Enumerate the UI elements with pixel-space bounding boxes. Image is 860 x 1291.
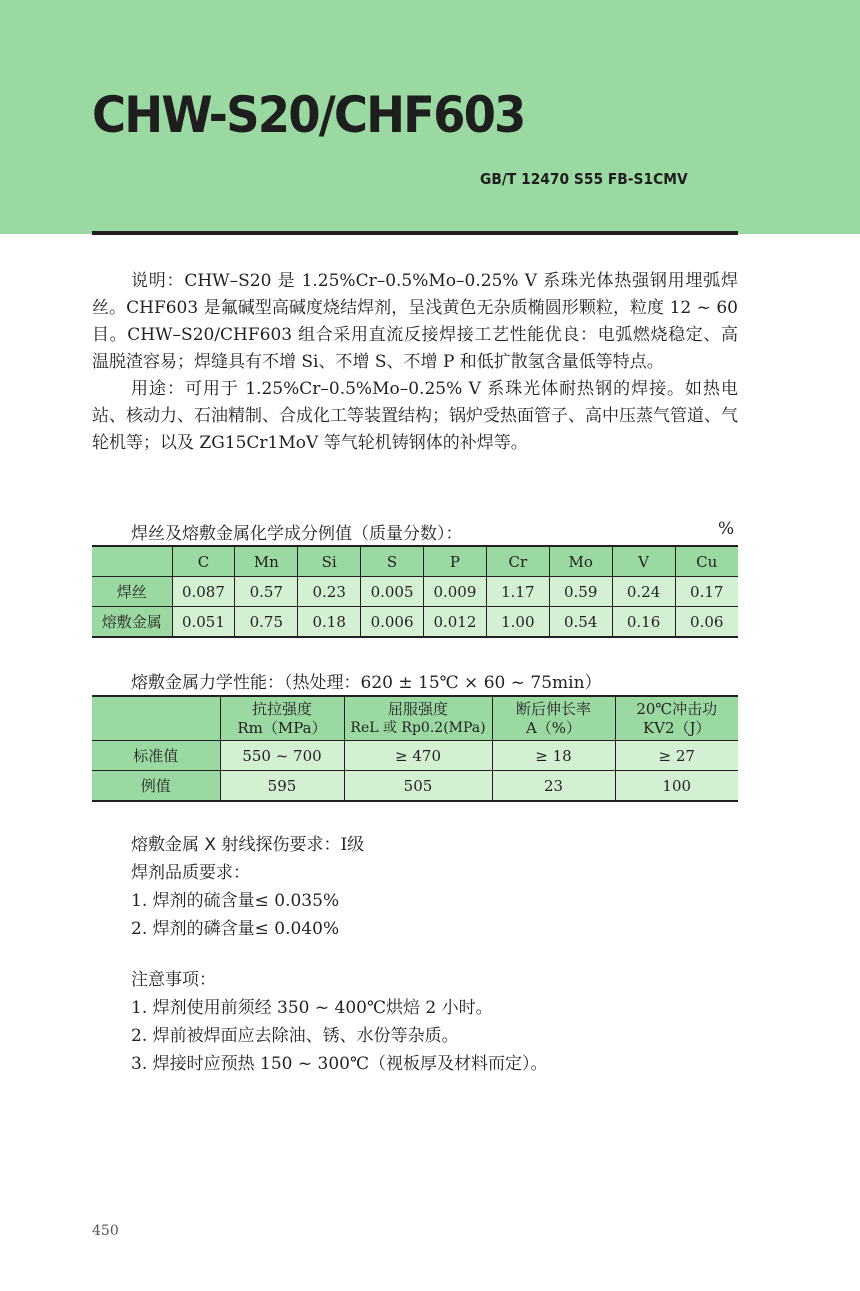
table-cell: ≥ 470	[344, 741, 492, 771]
table-cell: 0.23	[298, 577, 361, 607]
table-cell: 505	[344, 771, 492, 802]
chemical-unit: %	[718, 519, 735, 539]
table-cell: 0.17	[675, 577, 738, 607]
heat-treatment-condition: （热处理：620 ± 15℃ × 60 ~ 75min）	[284, 673, 602, 693]
table-row	[92, 607, 738, 638]
notes-section	[131, 966, 548, 1078]
quality-requirements	[131, 831, 364, 943]
mechanical-col-header	[220, 696, 344, 741]
mechanical-corner-cell	[92, 696, 220, 741]
col-header-name: 屈服强度	[387, 699, 448, 718]
description-label: 说明：	[131, 271, 185, 291]
list-item: 1. 焊剂使用前须经 350 ~ 400℃烘焙 2 小时。	[131, 998, 493, 1018]
list-item: 2. 焊前被焊面应去除油、锈、水份等杂质。	[131, 1026, 459, 1046]
mechanical-heading: 熔敷金属力学性能：	[131, 673, 284, 693]
chemical-col-header: S	[361, 546, 424, 577]
table-cell: 550 ~ 700	[220, 741, 344, 771]
table-cell: 0.24	[612, 577, 675, 607]
table-cell: ≥ 18	[492, 741, 615, 771]
chemical-col-header: Cu	[675, 546, 738, 577]
table-cell: 595	[220, 771, 344, 802]
table-cell: ≥ 27	[615, 741, 738, 771]
col-header-name: 20℃冲击功	[636, 699, 718, 718]
table-cell: 0.59	[549, 577, 612, 607]
usage-text: 可用于 1.25%Cr–0.5%Mo–0.25% V 系珠光体耐热钢的焊接。如热电站、核动力、石油精制、合成化工等装置结构；锅炉受热面管子、高中压蒸气管道、气轮机等；以及 ZG15Cr1MoV 等气轮机铸钢体的补焊等。	[92, 379, 738, 453]
chemical-col-header: Mn	[235, 546, 298, 577]
table-cell: 0.006	[361, 607, 424, 638]
table-cell: 0.57	[235, 577, 298, 607]
table-cell: 1.00	[486, 607, 549, 638]
mechanical-col-header	[615, 696, 738, 741]
table-cell: 0.75	[235, 607, 298, 638]
chemical-heading: 焊丝及熔敷金属化学成分例值（质量分数）：	[131, 524, 463, 544]
description-paragraph	[92, 268, 738, 457]
table-cell: 0.012	[424, 607, 487, 638]
table-cell: 100	[615, 771, 738, 802]
chemical-col-header: V	[612, 546, 675, 577]
mechanical-table	[92, 695, 738, 802]
mechanical-col-header	[344, 696, 492, 741]
standard-code: GB/T 12470 S55 FB-S1CMV	[480, 170, 688, 188]
xray-requirement	[131, 831, 364, 859]
table-cell: 0.009	[424, 577, 487, 607]
table-cell: 0.16	[612, 607, 675, 638]
mechanical-heading-line	[131, 668, 602, 693]
row-label: 焊丝	[92, 577, 172, 607]
chemical-col-header: Cr	[486, 546, 549, 577]
table-row	[92, 771, 738, 802]
chemical-header-row	[92, 546, 738, 577]
table-cell: 0.54	[549, 607, 612, 638]
row-label: 熔敷金属	[92, 607, 172, 638]
mechanical-col-header	[492, 696, 615, 741]
notes-heading: 注意事项：	[131, 970, 216, 990]
chemical-table	[92, 545, 738, 638]
table-row	[92, 577, 738, 607]
list-item: 2. 焊剂的磷含量≤ 0.040%	[131, 919, 340, 939]
xray-label: 熔敷金属 X 射线探伤要求：	[131, 835, 341, 855]
description-text: CHW–S20 是 1.25%Cr–0.5%Mo–0.25% V 系珠光体热强钢用埋弧焊丝。CHF603 是氟碱型高碱度烧结焊剂，呈浅黄色无杂质椭圆形颗粒，粒度 12 ~ 60 目。CHW–S20/CHF603 组合采用直流反接焊接工艺性能优良：电弧燃烧稳定、高温脱渣容易；焊缝具有不增 Si、不增 S、不增 P 和低扩散氢含量低等特点。	[92, 271, 738, 372]
col-header-unit: KV2（J）	[642, 718, 711, 737]
xray-value: Ⅰ级	[340, 835, 365, 855]
list-item: 1. 焊剂的硫含量≤ 0.035%	[131, 891, 340, 911]
col-header-unit: A（%）	[525, 718, 582, 737]
table-cell: 0.051	[172, 607, 235, 638]
table-cell: 0.18	[298, 607, 361, 638]
table-row	[92, 741, 738, 771]
chemical-corner-cell	[92, 546, 172, 577]
row-label: 例值	[92, 771, 220, 802]
col-header-unit: ReL 或 Rp0.2(MPa)	[350, 719, 486, 736]
header-divider	[92, 231, 738, 235]
page-number: 450	[92, 1223, 119, 1239]
chemical-col-header: P	[424, 546, 487, 577]
table-cell: 0.087	[172, 577, 235, 607]
list-item: 3. 焊接时应预热 150 ~ 300℃（视板厚及材料而定）。	[131, 1054, 548, 1074]
chemical-col-header: C	[172, 546, 235, 577]
col-header-name: 抗拉强度	[251, 699, 312, 718]
product-title: CHW-S20/CHF603	[92, 86, 525, 144]
table-cell: 0.06	[675, 607, 738, 638]
col-header-name: 断后伸长率	[515, 699, 591, 718]
table-cell: 1.17	[486, 577, 549, 607]
row-label: 标准值	[92, 741, 220, 771]
table-cell: 0.005	[361, 577, 424, 607]
chemical-col-header: Mo	[549, 546, 612, 577]
usage-label: 用途：	[131, 379, 185, 399]
flux-quality-heading: 焊剂品质要求：	[131, 863, 250, 883]
chemical-col-header: Si	[298, 546, 361, 577]
col-header-unit: Rm（MPa）	[237, 718, 327, 737]
mechanical-header-row	[92, 696, 738, 741]
table-cell: 23	[492, 771, 615, 802]
